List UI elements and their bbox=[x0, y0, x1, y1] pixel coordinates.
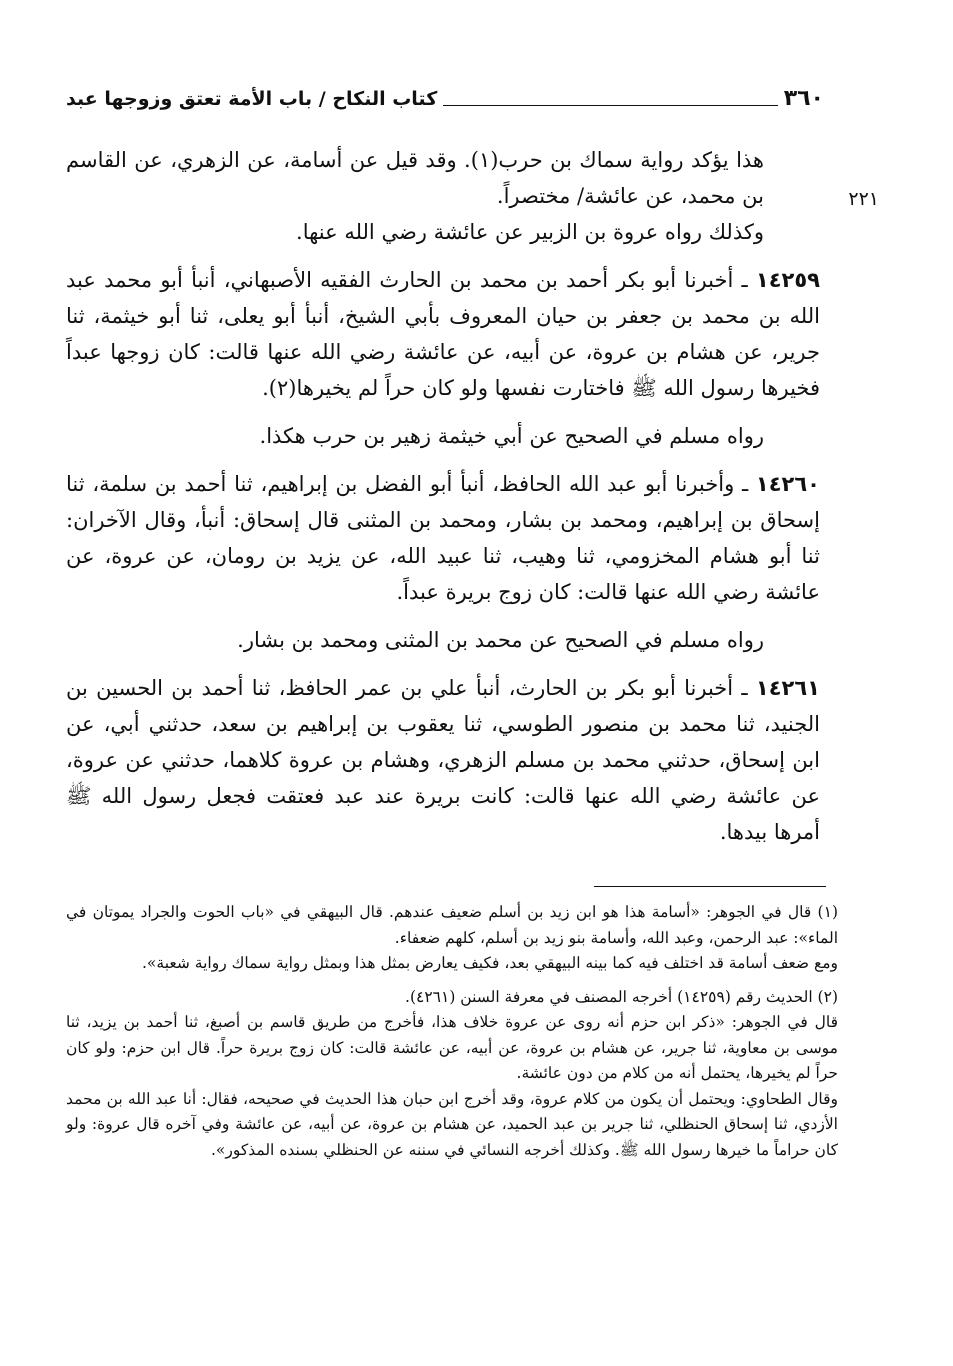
hadith-14261 bbox=[66, 670, 820, 850]
header-rule bbox=[443, 105, 777, 106]
footnote-2: (٢) الحديث رقم (١٤٢٥٩) أخرجه المصنف في معرفة السنن (٤٢٦١). bbox=[405, 987, 838, 1006]
paragraph: وكذلك رواه عروة بن الزبير عن عائشة رضي الله عنها. bbox=[296, 220, 764, 244]
hadith-number: ١٤٢٦٠ bbox=[755, 472, 820, 496]
footnote-1-continued: ومع ضعف أسامة قد اختلف فيه كما بينه البيهقي بعد، فكيف يعارض بمثل هذا وبمثل رواية سماك رواية شعبة». bbox=[141, 954, 838, 972]
paragraph: رواه مسلم في الصحيح عن محمد بن المثنى ومحمد بن بشار. bbox=[237, 628, 764, 652]
paragraph: رواه مسلم في الصحيح عن أبي خيثمة زهير بن حرب هكذا. bbox=[259, 424, 764, 448]
footnotes bbox=[66, 900, 838, 1163]
hadith-number: ١٤٢٦١ bbox=[755, 676, 820, 700]
hadith-14260 bbox=[66, 466, 820, 610]
hadith-text: ـ أخبرنا أبو بكر بن الحارث، أنبأ علي بن عمر الحافظ، ثنا أحمد بن الحسين بن الجنيد، ثنا محمد بن منصور الطوسي، ثنا يعقوب بن إبراهيم بن سعد، حدثني أبي، عن ابن إسحاق، حدثني محمد بن مسلم الزهري، وهشام بن عروة كلاهما، حدثني عن عروة، عن عائشة رضي الله عنها قالت: كانت بريرة عند عبد فعتقت فجعل رسول الله ﷺ أمرها بيدها. bbox=[66, 676, 820, 844]
page-header bbox=[66, 80, 824, 110]
running-title: كتاب النكاح / باب الأمة تعتق وزوجها عبد bbox=[66, 88, 438, 110]
hadith-text: ـ أخبرنا أبو بكر أحمد بن محمد بن الحارث الفقيه الأصبهاني، أنبأ أبو محمد عبد الله بن محمد بن جعفر بن حيان المعروف بأبي الشيخ، أنبأ أبو يعلى، ثنا أبو خيثمة، ثنا جرير، عن هشام بن عروة، عن أبيه، عن عائشة رضي الله عنها قالت: كان زوجها عبداً فخيرها رسول الله ﷺ فاختارت نفسها ولو كان حراً لم يخيرها(٢). bbox=[66, 268, 820, 400]
footnote-2-continued: وقال الطحاوي: ويحتمل أن يكون من كلام عروة، وقد أخرج ابن حبان هذا الحديث في صحيحه، فقال: أنا عبد الله بن محمد الأزدي، ثنا إسحاق الحنظلي، ثنا جرير بن عبد الحميد، عن هشام بن عروة، عن أبيه، عن عائشة وفي آخره قال عروة: ولو كان حراماً ما خيرها رسول الله ﷺ. وكذلك أخرجه النسائي في سننه عن الحنظلي بسنده المذكور». bbox=[66, 1089, 838, 1159]
footnote-separator bbox=[594, 886, 826, 887]
hadith-text: ـ وأخبرنا أبو عبد الله الحافظ، أنبأ أبو الفضل بن إبراهيم، ثنا أحمد بن سلمة، ثنا إسحاق بن إبراهيم، ومحمد بن بشار، ومحمد بن المثنى قال إسحاق: أنبأ، وقال الآخران: ثنا أبو هشام المخزومي، ثنا وهيب، ثنا عبيد الله، عن يزيد بن رومان، عن عروة، عن عائشة رضي الله عنها قالت: كان زوج بريرة عبداً. bbox=[66, 472, 820, 604]
paragraph: هذا يؤكد رواية سماك بن حرب(١). وقد قيل عن أسامة، عن الزهري، عن القاسم بن محمد، عن عائشة/ مختصراً. bbox=[66, 148, 765, 208]
page-number: ٣٦٠ bbox=[783, 86, 824, 111]
hadith-number: ١٤٢٥٩ bbox=[755, 268, 820, 292]
footnote-2-continued: قال في الجوهر: «ذكر ابن حزم أنه روى عن عروة خلاف هذا، فأخرج من طريق قاسم بن أصبغ، ثنا أحمد بن يزيد، ثنا موسى بن معاوية، ثنا جرير، عن هشام بن عروة، عن أبيه، عن عائشة قالت: كان زوج بريرة حراً. قال ابن حزم: ولو كان حراً لم يخيرها، يحتمل أنه من كلام من دون عائشة. bbox=[66, 1013, 838, 1082]
footnote-1: (١) قال في الجوهر: «أسامة هذا هو ابن زيد بن أسلم ضعيف عندهم. قال البيهقي في «باب الحوت والجراد يموتان في الماء»: عبد الرحمن، وعبد الله، وأسامة بنو زيد بن أسلم، كلهم ضعفاء. bbox=[66, 903, 838, 947]
main-text bbox=[66, 142, 820, 850]
margin-page-reference: ٢٢١ bbox=[848, 188, 879, 210]
hadith-14259 bbox=[66, 262, 820, 406]
